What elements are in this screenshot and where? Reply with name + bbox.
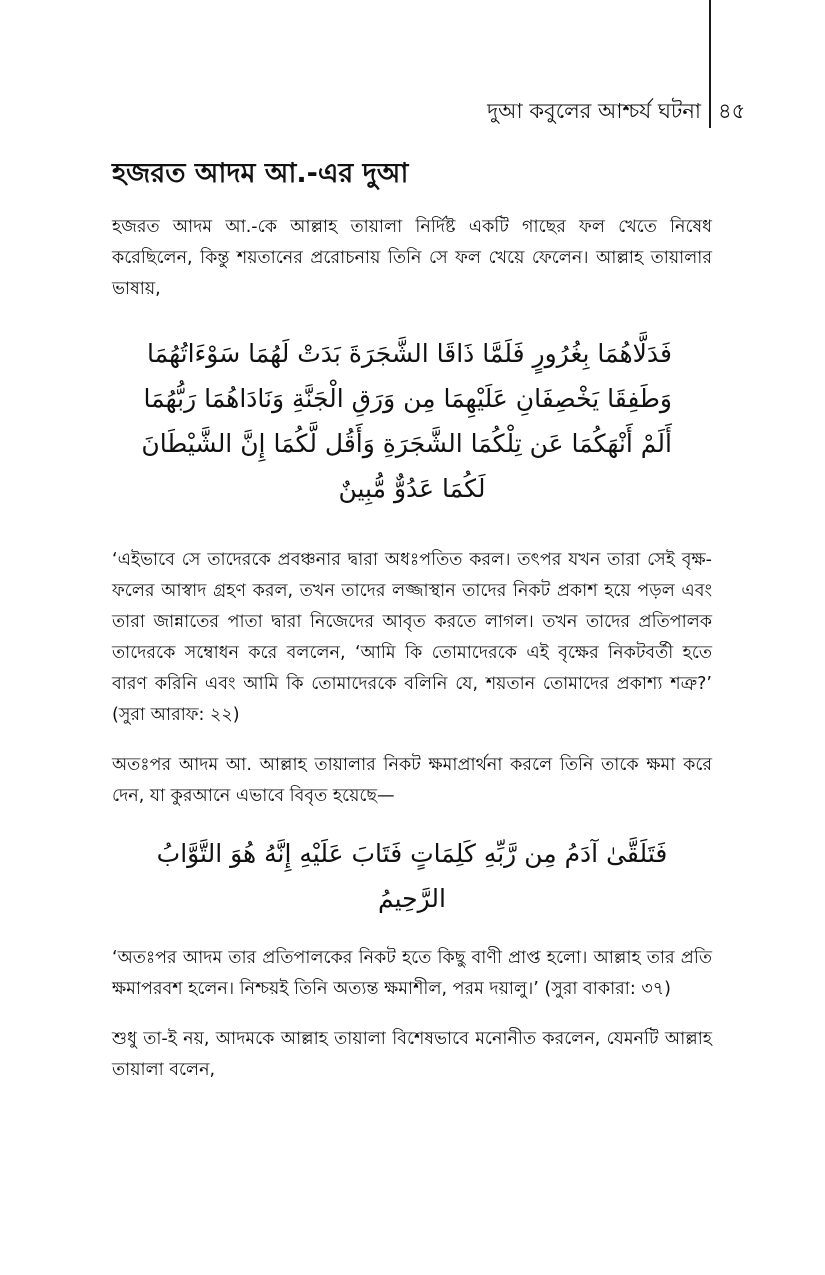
quran-verse-baqarah-37 — [112, 831, 712, 921]
verse-line: فَدَلَّاهُمَا بِغُرُورٍ فَلَمَّا ذَاقَا الشَّجَرَةَ بَدَتْ لَهُمَا سَوْءَاتُهُمَا — [147, 339, 672, 368]
paragraph-chosen: শুধু তা-ই নয়, আদমকে আল্লাহ তায়ালা বিশেষভাবে মনোনীত করলেন, যেমনটি আল্লাহ তায়ালা বলেন, — [112, 1029, 712, 1080]
section-heading: হজরত আদম আ.-এর দুআ — [112, 158, 409, 189]
page-content — [112, 152, 712, 1105]
verse-line: أَلَمْ أَنْهَكُمَا عَن تِلْكُمَا الشَّجَرَةِ وَأَقُل لَّكُمَا إِنَّ الشَّيْطَانَ — [141, 429, 672, 458]
verse-line: الرَّحِيمُ — [378, 884, 446, 913]
running-title: দুআ কবুলের আশ্চর্য ঘটনা — [487, 99, 701, 123]
paragraph-translation-araf: ‘এইভাবে সে তাদেরকে প্রবঞ্চনার দ্বারা অধঃপতিত করল। তৎপর যখন তারা সেই বৃক্ষ-ফলের আস্বাদ গ্রহণ করল, তখন তাদের লজ্জাস্থান তাদের নিকট প্রকাশ হয়ে পড়ল এবং তারা জান্নাতের পাতা দ্বারা নিজেদের আবৃত করতে লাগল। তখন তাদের প্রতিপালক তাদেরকে সম্বোধন করে বললেন, ‘আমি কি তোমাদেরকে এই বৃক্ষের নিকটবর্তী হতে বারণ করিনি এবং আমি কি তোমাদেরকে বলিনি যে, শয়তান তোমাদের প্রকাশ্য শত্রু?’ (সুরা আরাফ: ২২) — [112, 550, 712, 725]
verse-line: فَتَلَقَّىٰ آدَمُ مِن رَّبِّهِ كَلِمَاتٍ فَتَابَ عَلَيْهِ إِنَّهُ هُوَ التَّوَّابُ — [156, 839, 668, 868]
paragraph-forgiveness: অতঃপর আদম আ. আল্লাহ তায়ালার নিকট ক্ষমাপ্রার্থনা করলে তিনি তাকে ক্ষমা করে দেন, যা কুরআনে এভাবে বিবৃত হয়েছে— — [112, 755, 712, 806]
paragraph-intro: হজরত আদম আ.-কে আল্লাহ তায়ালা নির্দিষ্ট একটি গাছের ফল খেতে নিষেধ করেছিলেন, কিন্তু শয়তানের প্ররোচনায় তিনি সে ফল খেয়ে ফেলেন। আল্লাহ তায়ালার ভাষায়, — [112, 217, 712, 299]
verse-line: لَكُمَا عَدُوٌّ مُّبِينٌ — [338, 474, 486, 503]
verse-line: وَطَفِقَا يَخْصِفَانِ عَلَيْهِمَا مِن وَرَقِ الْجَنَّةِ وَنَادَاهُمَا رَبُّهُمَا — [143, 384, 672, 413]
quran-verse-araf-22 — [112, 331, 712, 511]
header-divider-line — [709, 0, 711, 128]
page-number: ৪৫ — [718, 99, 746, 123]
paragraph-translation-baqarah: ‘অতঃপর আদম তার প্রতিপালকের নিকট হতে কিছু বাণী প্রাপ্ত হলো। আল্লাহ তার প্রতি ক্ষমাপরবশ হলেন। নিশ্চয়ই তিনি অত্যন্ত ক্ষমাশীল, পরম দয়ালু।’ (সুরা বাকারা: ৩৭) — [112, 948, 712, 999]
